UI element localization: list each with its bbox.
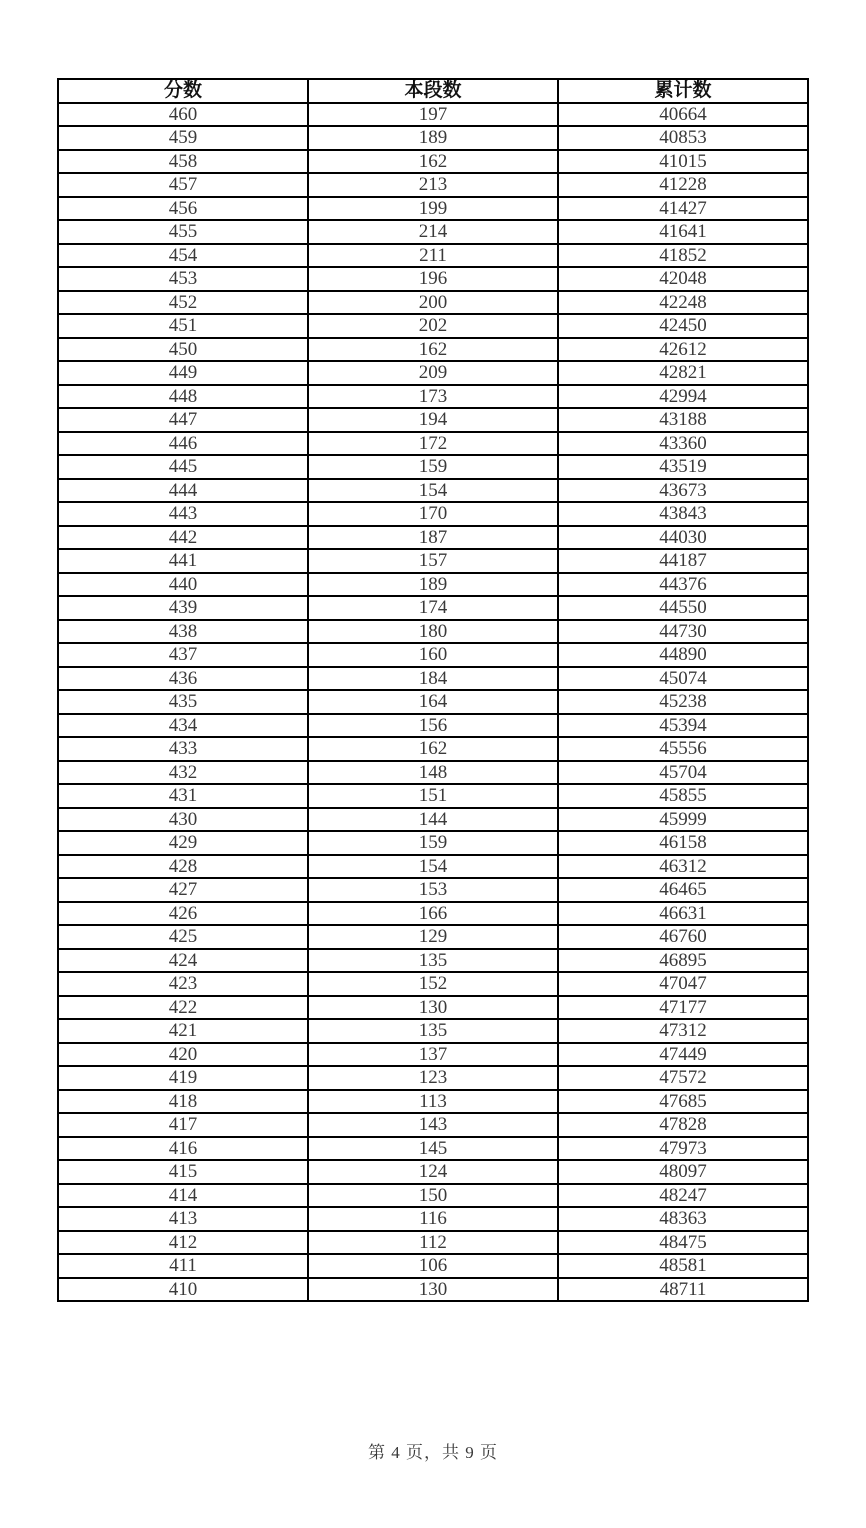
cell-segment-count: 184 bbox=[308, 667, 558, 691]
cell-score: 419 bbox=[58, 1066, 308, 1090]
cell-segment-count: 189 bbox=[308, 126, 558, 150]
cell-score: 417 bbox=[58, 1113, 308, 1137]
cell-cumulative-count: 47973 bbox=[558, 1137, 808, 1161]
table-row bbox=[58, 220, 808, 244]
cell-score: 420 bbox=[58, 1043, 308, 1067]
cell-cumulative-count: 48097 bbox=[558, 1160, 808, 1184]
table-row bbox=[58, 784, 808, 808]
cell-segment-count: 187 bbox=[308, 526, 558, 550]
cell-cumulative-count: 43519 bbox=[558, 455, 808, 479]
table-row bbox=[58, 714, 808, 738]
table-row bbox=[58, 949, 808, 973]
table-row bbox=[58, 1019, 808, 1043]
cell-segment-count: 159 bbox=[308, 831, 558, 855]
col-header-cumulative-count: 累计数 bbox=[558, 79, 808, 103]
table-row bbox=[58, 385, 808, 409]
table-row bbox=[58, 573, 808, 597]
cell-segment-count: 150 bbox=[308, 1184, 558, 1208]
cell-segment-count: 180 bbox=[308, 620, 558, 644]
header-row bbox=[58, 79, 808, 103]
cell-segment-count: 209 bbox=[308, 361, 558, 385]
cell-cumulative-count: 44030 bbox=[558, 526, 808, 550]
table-row bbox=[58, 667, 808, 691]
cell-cumulative-count: 45556 bbox=[558, 737, 808, 761]
table-row bbox=[58, 549, 808, 573]
table-row bbox=[58, 1113, 808, 1137]
cell-cumulative-count: 41427 bbox=[558, 197, 808, 221]
cell-segment-count: 116 bbox=[308, 1207, 558, 1231]
cell-segment-count: 130 bbox=[308, 1278, 558, 1302]
table-row bbox=[58, 1278, 808, 1302]
cell-cumulative-count: 42821 bbox=[558, 361, 808, 385]
cell-segment-count: 159 bbox=[308, 455, 558, 479]
cell-score: 416 bbox=[58, 1137, 308, 1161]
cell-segment-count: 137 bbox=[308, 1043, 558, 1067]
table-row bbox=[58, 502, 808, 526]
score-distribution-table bbox=[57, 78, 809, 1302]
cell-cumulative-count: 46760 bbox=[558, 925, 808, 949]
cell-cumulative-count: 47572 bbox=[558, 1066, 808, 1090]
table-row bbox=[58, 1160, 808, 1184]
cell-score: 438 bbox=[58, 620, 308, 644]
table-row bbox=[58, 1207, 808, 1231]
cell-segment-count: 213 bbox=[308, 173, 558, 197]
cell-cumulative-count: 44187 bbox=[558, 549, 808, 573]
cell-cumulative-count: 46158 bbox=[558, 831, 808, 855]
table-row bbox=[58, 432, 808, 456]
cell-cumulative-count: 41015 bbox=[558, 150, 808, 174]
cell-score: 449 bbox=[58, 361, 308, 385]
cell-score: 413 bbox=[58, 1207, 308, 1231]
table-row bbox=[58, 808, 808, 832]
cell-score: 418 bbox=[58, 1090, 308, 1114]
cell-segment-count: 172 bbox=[308, 432, 558, 456]
table-row bbox=[58, 878, 808, 902]
cell-cumulative-count: 47047 bbox=[558, 972, 808, 996]
cell-score: 423 bbox=[58, 972, 308, 996]
cell-score: 446 bbox=[58, 432, 308, 456]
cell-score: 458 bbox=[58, 150, 308, 174]
cell-segment-count: 200 bbox=[308, 291, 558, 315]
cell-score: 439 bbox=[58, 596, 308, 620]
cell-score: 460 bbox=[58, 103, 308, 127]
cell-segment-count: 162 bbox=[308, 150, 558, 174]
cell-segment-count: 189 bbox=[308, 573, 558, 597]
cell-score: 443 bbox=[58, 502, 308, 526]
cell-cumulative-count: 46465 bbox=[558, 878, 808, 902]
cell-score: 436 bbox=[58, 667, 308, 691]
table-row bbox=[58, 197, 808, 221]
cell-score: 442 bbox=[58, 526, 308, 550]
cell-score: 425 bbox=[58, 925, 308, 949]
cell-score: 410 bbox=[58, 1278, 308, 1302]
cell-cumulative-count: 47449 bbox=[558, 1043, 808, 1067]
cell-cumulative-count: 40664 bbox=[558, 103, 808, 127]
table-row bbox=[58, 620, 808, 644]
table-row bbox=[58, 173, 808, 197]
cell-segment-count: 152 bbox=[308, 972, 558, 996]
cell-cumulative-count: 48363 bbox=[558, 1207, 808, 1231]
table-row bbox=[58, 361, 808, 385]
table-row bbox=[58, 1137, 808, 1161]
cell-cumulative-count: 45999 bbox=[558, 808, 808, 832]
cell-cumulative-count: 46631 bbox=[558, 902, 808, 926]
page-number-footer: 第 4 页，共 9 页 bbox=[368, 1443, 498, 1462]
table-row bbox=[58, 408, 808, 432]
cell-segment-count: 170 bbox=[308, 502, 558, 526]
table-row bbox=[58, 267, 808, 291]
cell-cumulative-count: 47685 bbox=[558, 1090, 808, 1114]
cell-cumulative-count: 45704 bbox=[558, 761, 808, 785]
table-row bbox=[58, 831, 808, 855]
cell-score: 415 bbox=[58, 1160, 308, 1184]
cell-segment-count: 135 bbox=[308, 949, 558, 973]
cell-segment-count: 196 bbox=[308, 267, 558, 291]
cell-segment-count: 162 bbox=[308, 338, 558, 362]
cell-score: 459 bbox=[58, 126, 308, 150]
cell-cumulative-count: 44376 bbox=[558, 573, 808, 597]
table-row bbox=[58, 1043, 808, 1067]
cell-score: 457 bbox=[58, 173, 308, 197]
cell-cumulative-count: 44890 bbox=[558, 643, 808, 667]
cell-score: 453 bbox=[58, 267, 308, 291]
cell-cumulative-count: 44550 bbox=[558, 596, 808, 620]
table-row bbox=[58, 244, 808, 268]
cell-score: 428 bbox=[58, 855, 308, 879]
cell-cumulative-count: 47828 bbox=[558, 1113, 808, 1137]
cell-score: 412 bbox=[58, 1231, 308, 1255]
cell-score: 447 bbox=[58, 408, 308, 432]
cell-cumulative-count: 46312 bbox=[558, 855, 808, 879]
cell-cumulative-count: 44730 bbox=[558, 620, 808, 644]
cell-score: 422 bbox=[58, 996, 308, 1020]
table-row bbox=[58, 455, 808, 479]
cell-segment-count: 160 bbox=[308, 643, 558, 667]
cell-segment-count: 202 bbox=[308, 314, 558, 338]
cell-segment-count: 148 bbox=[308, 761, 558, 785]
cell-segment-count: 106 bbox=[308, 1254, 558, 1278]
cell-cumulative-count: 43673 bbox=[558, 479, 808, 503]
cell-score: 434 bbox=[58, 714, 308, 738]
cell-segment-count: 199 bbox=[308, 197, 558, 221]
table-row bbox=[58, 972, 808, 996]
cell-cumulative-count: 43188 bbox=[558, 408, 808, 432]
table-row bbox=[58, 479, 808, 503]
table-row bbox=[58, 1184, 808, 1208]
cell-segment-count: 153 bbox=[308, 878, 558, 902]
table-row bbox=[58, 314, 808, 338]
cell-cumulative-count: 45394 bbox=[558, 714, 808, 738]
cell-segment-count: 123 bbox=[308, 1066, 558, 1090]
table-row bbox=[58, 996, 808, 1020]
cell-score: 456 bbox=[58, 197, 308, 221]
cell-segment-count: 151 bbox=[308, 784, 558, 808]
cell-score: 433 bbox=[58, 737, 308, 761]
cell-score: 441 bbox=[58, 549, 308, 573]
cell-score: 421 bbox=[58, 1019, 308, 1043]
cell-score: 426 bbox=[58, 902, 308, 926]
cell-segment-count: 129 bbox=[308, 925, 558, 949]
cell-score: 450 bbox=[58, 338, 308, 362]
cell-score: 451 bbox=[58, 314, 308, 338]
cell-segment-count: 112 bbox=[308, 1231, 558, 1255]
cell-cumulative-count: 42248 bbox=[558, 291, 808, 315]
table-row bbox=[58, 526, 808, 550]
cell-segment-count: 130 bbox=[308, 996, 558, 1020]
cell-cumulative-count: 48247 bbox=[558, 1184, 808, 1208]
table-row bbox=[58, 150, 808, 174]
table-row bbox=[58, 1066, 808, 1090]
cell-score: 448 bbox=[58, 385, 308, 409]
cell-cumulative-count: 41228 bbox=[558, 173, 808, 197]
cell-cumulative-count: 48581 bbox=[558, 1254, 808, 1278]
table-row bbox=[58, 1090, 808, 1114]
cell-segment-count: 124 bbox=[308, 1160, 558, 1184]
table-row bbox=[58, 338, 808, 362]
cell-cumulative-count: 45074 bbox=[558, 667, 808, 691]
col-header-score: 分数 bbox=[58, 79, 308, 103]
cell-segment-count: 156 bbox=[308, 714, 558, 738]
table-row bbox=[58, 855, 808, 879]
cell-segment-count: 214 bbox=[308, 220, 558, 244]
table-row bbox=[58, 902, 808, 926]
cell-cumulative-count: 41852 bbox=[558, 244, 808, 268]
cell-score: 440 bbox=[58, 573, 308, 597]
cell-score: 452 bbox=[58, 291, 308, 315]
cell-score: 431 bbox=[58, 784, 308, 808]
cell-segment-count: 164 bbox=[308, 690, 558, 714]
table-row bbox=[58, 690, 808, 714]
cell-segment-count: 174 bbox=[308, 596, 558, 620]
cell-score: 414 bbox=[58, 1184, 308, 1208]
table-row bbox=[58, 1231, 808, 1255]
table-row bbox=[58, 291, 808, 315]
cell-score: 429 bbox=[58, 831, 308, 855]
cell-score: 455 bbox=[58, 220, 308, 244]
cell-cumulative-count: 45238 bbox=[558, 690, 808, 714]
cell-cumulative-count: 40853 bbox=[558, 126, 808, 150]
cell-segment-count: 197 bbox=[308, 103, 558, 127]
cell-segment-count: 143 bbox=[308, 1113, 558, 1137]
cell-cumulative-count: 45855 bbox=[558, 784, 808, 808]
cell-score: 424 bbox=[58, 949, 308, 973]
cell-segment-count: 154 bbox=[308, 479, 558, 503]
cell-segment-count: 135 bbox=[308, 1019, 558, 1043]
cell-segment-count: 144 bbox=[308, 808, 558, 832]
cell-cumulative-count: 47177 bbox=[558, 996, 808, 1020]
table-row bbox=[58, 1254, 808, 1278]
cell-score: 427 bbox=[58, 878, 308, 902]
cell-cumulative-count: 42450 bbox=[558, 314, 808, 338]
cell-cumulative-count: 43843 bbox=[558, 502, 808, 526]
cell-segment-count: 211 bbox=[308, 244, 558, 268]
table-row bbox=[58, 126, 808, 150]
cell-segment-count: 113 bbox=[308, 1090, 558, 1114]
cell-score: 430 bbox=[58, 808, 308, 832]
cell-cumulative-count: 46895 bbox=[558, 949, 808, 973]
cell-segment-count: 145 bbox=[308, 1137, 558, 1161]
table-body bbox=[58, 103, 808, 1302]
cell-score: 435 bbox=[58, 690, 308, 714]
table-row bbox=[58, 596, 808, 620]
cell-segment-count: 194 bbox=[308, 408, 558, 432]
table-row bbox=[58, 103, 808, 127]
cell-cumulative-count: 41641 bbox=[558, 220, 808, 244]
table-row bbox=[58, 761, 808, 785]
cell-segment-count: 166 bbox=[308, 902, 558, 926]
cell-segment-count: 173 bbox=[308, 385, 558, 409]
cell-cumulative-count: 42048 bbox=[558, 267, 808, 291]
table-row bbox=[58, 737, 808, 761]
table-head bbox=[58, 79, 808, 103]
cell-score: 454 bbox=[58, 244, 308, 268]
cell-segment-count: 162 bbox=[308, 737, 558, 761]
cell-segment-count: 157 bbox=[308, 549, 558, 573]
cell-cumulative-count: 47312 bbox=[558, 1019, 808, 1043]
cell-cumulative-count: 48475 bbox=[558, 1231, 808, 1255]
table-row bbox=[58, 925, 808, 949]
col-header-segment-count: 本段数 bbox=[308, 79, 558, 103]
cell-score: 445 bbox=[58, 455, 308, 479]
cell-cumulative-count: 43360 bbox=[558, 432, 808, 456]
cell-segment-count: 154 bbox=[308, 855, 558, 879]
cell-cumulative-count: 48711 bbox=[558, 1278, 808, 1302]
table-row bbox=[58, 643, 808, 667]
cell-score: 411 bbox=[58, 1254, 308, 1278]
cell-cumulative-count: 42994 bbox=[558, 385, 808, 409]
cell-score: 444 bbox=[58, 479, 308, 503]
cell-cumulative-count: 42612 bbox=[558, 338, 808, 362]
cell-score: 432 bbox=[58, 761, 308, 785]
cell-score: 437 bbox=[58, 643, 308, 667]
